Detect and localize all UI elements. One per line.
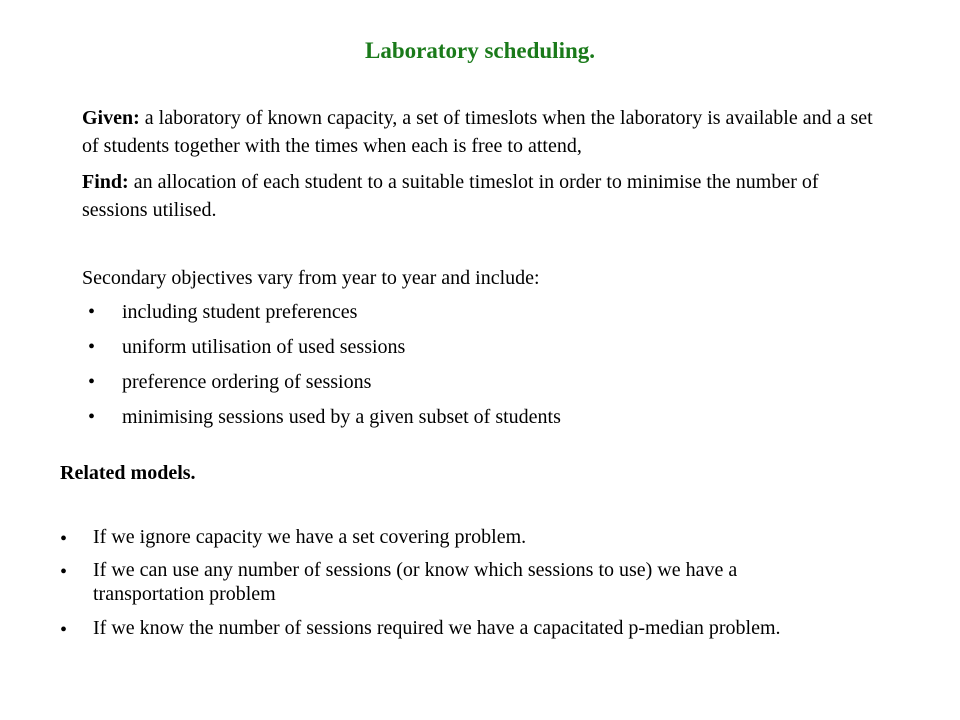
bullet-icon: •	[60, 561, 68, 583]
bullet-icon: •	[88, 371, 96, 393]
find-label: Find:	[82, 171, 129, 193]
list-item	[60, 558, 880, 614]
list-item-text: uniform utilisation of used sessions	[122, 336, 406, 358]
list-item-text: If we can use any number of sessions (or know which sessions to use) we have a transportation problem	[93, 559, 738, 605]
related-heading: Related models.	[60, 462, 196, 484]
bullet-icon: •	[88, 406, 96, 428]
secondary-intro: Secondary objectives vary from year to year and include:	[82, 267, 540, 289]
list-item-text: minimising sessions used by a given subset of students	[122, 406, 561, 428]
list-item-text: including student preferences	[122, 301, 358, 323]
bullet-icon: •	[88, 301, 96, 323]
find-text: an allocation of each student to a suitable timeslot in order to minimise the number of sessions utilised.	[82, 171, 819, 221]
list-item	[88, 333, 788, 361]
list-item-text: If we ignore capacity we have a set covering problem.	[93, 526, 527, 548]
given-text: a laboratory of known capacity, a set of timeslots when the laboratory is available and a set of students together with the times when each is free to attend,	[82, 107, 873, 157]
list-item	[88, 298, 788, 326]
find-paragraph	[82, 168, 882, 224]
bullet-icon: •	[60, 619, 68, 641]
list-item-text: preference ordering of sessions	[122, 371, 372, 393]
list-item	[88, 368, 788, 396]
list-item	[60, 616, 880, 672]
list-item-text: If we know the number of sessions required we have a capacitated p-median problem.	[93, 617, 781, 639]
bullet-icon: •	[60, 528, 68, 550]
given-paragraph	[82, 104, 882, 160]
list-item	[60, 525, 880, 553]
slide-title: Laboratory scheduling.	[364, 38, 596, 63]
given-label: Given:	[82, 107, 140, 129]
list-item	[88, 403, 788, 431]
bullet-icon: •	[88, 336, 96, 358]
